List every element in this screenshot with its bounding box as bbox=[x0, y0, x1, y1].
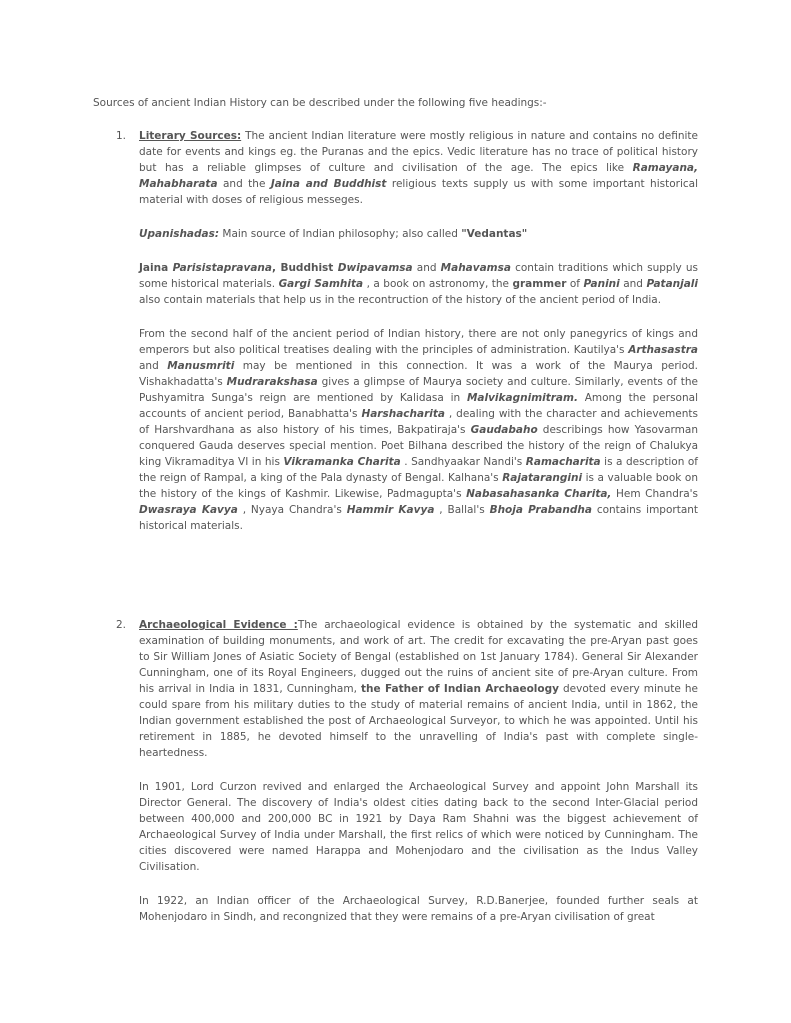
text-run: . Sandhyaakar Nandi's bbox=[400, 456, 526, 468]
text-run: religious texts supply us with some important historical material with doses of religious messeges. bbox=[139, 178, 699, 206]
emphasis: Panini bbox=[583, 278, 620, 290]
bold-text: Jaina bbox=[139, 262, 173, 274]
paragraph bbox=[139, 128, 698, 208]
emphasis: Dwipavamsa bbox=[337, 262, 413, 274]
emphasis: Upanishadas: bbox=[139, 228, 220, 240]
paragraph: In 1922, an Indian officer of the Archaeological Survey, R.D.Banerjee, founded further seals at Mohenjodaro in Sindh, and recongnized that they were remains of a pre-Aryan civilisation of great bbox=[139, 895, 698, 923]
section-body bbox=[139, 617, 698, 925]
emphasis: Malvikagnimitram. bbox=[466, 392, 578, 404]
text-run: contain traditions which supply us some historical materials. bbox=[139, 262, 699, 290]
text-run: Hem Chandra's bbox=[611, 488, 699, 500]
emphasis: Ramacharita bbox=[525, 456, 601, 468]
bold-text: the Father of Indian Archaeology bbox=[360, 683, 559, 695]
text-run: The archaeological evidence is obtained by the systematic and skilled examination of building monuments, and work of art. The credit for excavating the pre-Aryan past goes to Sir William Jones of Asiatic Society of Bengal (established on 1st January 1784). General Sir Alexander Cunningham, one of its Royal Engineers, dugged out the ruins of ancient site of pre-Aryan culture. From his arrival in India in 1831, Cunningham, bbox=[139, 619, 698, 695]
paragraph bbox=[139, 617, 698, 761]
emphasis: Harshacharita bbox=[361, 408, 445, 420]
emphasis: Parisistapravana bbox=[172, 262, 272, 274]
paragraph bbox=[139, 226, 698, 242]
emphasis: Rajatarangini bbox=[502, 472, 583, 484]
emphasis: Mahavamsa bbox=[440, 262, 511, 274]
text-run: gives a glimpse of Maurya society and culture. Similarly, events of the Pushyamitra Sunga's reign are mentioned by Kalidasa in bbox=[139, 376, 698, 404]
text-run: and bbox=[139, 360, 168, 372]
emphasis: Bhoja Prabandha bbox=[489, 504, 592, 516]
section-heading: Archaeological Evidence : bbox=[139, 619, 298, 631]
emphasis: Gaudabaho bbox=[470, 424, 538, 436]
text-run: also contain materials that help us in the recontruction of the history of the ancient period of India. bbox=[139, 294, 662, 306]
text-run: is a description of the reign of Rampal, a king of the Pala dynasty of Bengal. Kalhana's bbox=[139, 456, 698, 484]
emphasis: Jaina and Buddhist bbox=[270, 178, 387, 190]
text-run: From the second half of the ancient period of Indian history, there are not only panegyrics of kings and emperors but also political treatises dealing with the principles of administration. Kautilya's bbox=[139, 328, 698, 356]
paragraph bbox=[139, 260, 698, 308]
section-body bbox=[139, 128, 698, 534]
emphasis: Mudrarakshasa bbox=[226, 376, 318, 388]
bold-text: grammer bbox=[512, 278, 567, 290]
paragraph: In 1901, Lord Curzon revived and enlarged the Archaeological Survey and appoint John Marshall its Director General. The discovery of India's oldest cities dating back to the second Inter-Glacial period between 400,000 and 200,000 BC in 1921 by Daya Ram Shahni was the biggest achievement of Archaeological Survey of India under Marshall, the first relics of which were noticed by Cunningham. The cities discovered were named Harappa and Mohenjodaro and the civilisation as the Indus Valley Civilisation. bbox=[139, 781, 698, 873]
emphasis: Ramayana, Mahabharata bbox=[139, 162, 698, 190]
text-run: , Nyaya Chandra's bbox=[237, 504, 347, 516]
emphasis: Hammir Kavya bbox=[346, 504, 435, 516]
emphasis: Arthasastra bbox=[628, 344, 698, 356]
text-run: of bbox=[566, 278, 584, 290]
emphasis: Nabasahasanka Charita, bbox=[466, 488, 612, 500]
emphasis: Gargi Samhita bbox=[278, 278, 364, 290]
text-run: is a valuable book on the history of the kings of Kashmir. Likewise, Padmagupta's bbox=[139, 472, 698, 500]
text-run: , Ballal's bbox=[434, 504, 490, 516]
text-run: , dealing with the character and achievements of Harshvardhana as also history of his times, Bakpatiraja's bbox=[139, 408, 698, 436]
intro-text: Sources of ancient Indian History can be described under the following five headings:- bbox=[93, 97, 547, 109]
text-run: contains important historical materials. bbox=[139, 504, 699, 532]
bold-text: , Buddhist bbox=[272, 262, 338, 274]
emphasis: Dwasraya Kavya bbox=[139, 504, 238, 516]
text-run: and the bbox=[217, 178, 271, 190]
paragraph bbox=[139, 326, 698, 534]
section-literary-sources bbox=[116, 128, 698, 534]
bold-text: "Vedantas" bbox=[461, 228, 528, 240]
text-run: The ancient Indian literature were mostly religious in nature and contains no definite date for events and kings eg. the Puranas and the epics. Vedic literature has no trace of political history but has a reliable glimpses of culture and civilisation of the age. The epics like bbox=[139, 130, 698, 174]
emphasis: Patanjali bbox=[646, 278, 699, 290]
section-heading: Literary Sources: bbox=[139, 130, 242, 142]
emphasis: Manusmriti bbox=[167, 360, 235, 372]
text-run: Among the personal accounts of ancient period, Banabhatta's bbox=[139, 392, 698, 420]
text-run: describings how Yasovarman conquered Gauda deserves special mention. Poet Bilhana described the history of the reign of Chalukya king Vikramaditya VI in his bbox=[139, 424, 698, 468]
emphasis: Vikramanka Charita bbox=[283, 456, 401, 468]
text-run: Main source of Indian philosophy; also called bbox=[219, 228, 462, 240]
text-run: and bbox=[412, 262, 441, 274]
list-number: 1. bbox=[116, 130, 127, 142]
section-archaeological-evidence bbox=[116, 617, 698, 925]
text-run: , a book on astronomy, the bbox=[363, 278, 513, 290]
text-run: devoted every minute he could spare from his military duties to the study of material remains of ancient India, until in 1862, the Indian government established the post of Archaeological Surveyor, to which he was appointed. Until his retirement in 1885, he devoted himself to the unravelling of India's past with complete single-heartedness. bbox=[139, 683, 698, 759]
text-run: may be mentioned in this connection. It was a work of the Maurya period. Vishakhadatta's bbox=[139, 360, 698, 388]
list-number: 2. bbox=[116, 619, 127, 631]
text-run: and bbox=[619, 278, 647, 290]
